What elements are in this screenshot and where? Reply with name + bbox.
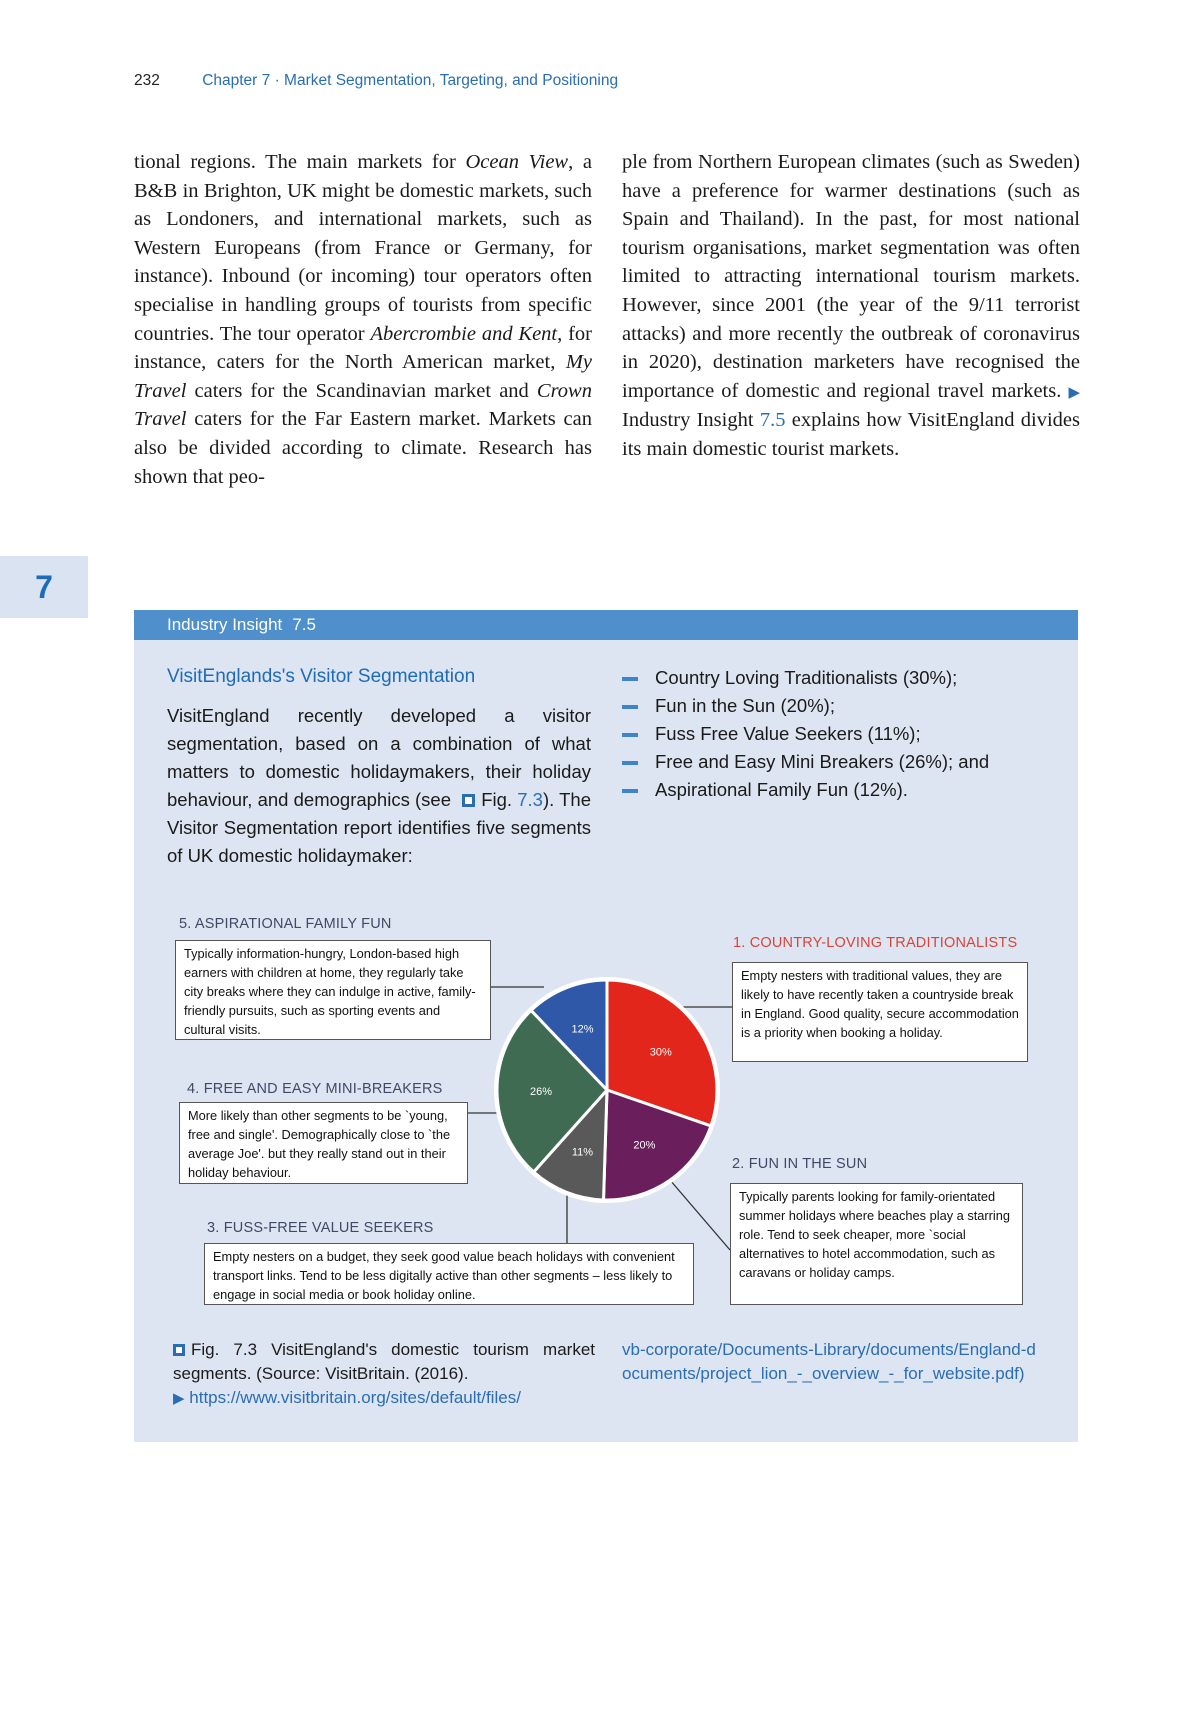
insight-number: 7.5 bbox=[292, 615, 316, 634]
text-run: VisitEngland recently developed a visitor segmentation, based on a combination of what matters to domestic holidaymakers, their holiday behaviour, and demographics (see bbox=[167, 705, 591, 810]
segment-4-title: 4. FREE AND EASY MINI-BREAKERS bbox=[187, 1081, 443, 1097]
segment-3-title: 3. FUSS-FREE VALUE SEEKERS bbox=[207, 1220, 434, 1236]
link-arrow-icon: ▶ bbox=[1068, 382, 1080, 401]
segment-5-title: 5. ASPIRATIONAL FAMILY FUN bbox=[179, 916, 392, 932]
segment-1-description: Empty nesters with traditional values, they are likely to have recently taken a countryside break in England. Good quality, secure accommodation is a priority when booking a holiday. bbox=[732, 962, 1028, 1062]
text-run: caters for the Scandinavian market and bbox=[186, 379, 537, 402]
list-item-text: Country Loving Traditionalists (30%); bbox=[655, 667, 958, 688]
text-run: , for instance, caters for the North American market, bbox=[134, 322, 592, 374]
pie-slice-label: 11% bbox=[571, 1146, 594, 1159]
segment-5-description: Typically information-hungry, London-based high earners with children at home, they regularly take city breaks where they can indulge in active, family-friendly pursuits, such as sporting events and cultural visits. bbox=[175, 940, 491, 1040]
pie-slice-label: 12% bbox=[571, 1023, 594, 1036]
right-paragraph bbox=[622, 148, 1080, 464]
link-text: Industry Insight bbox=[622, 409, 760, 432]
list-item-text: Fuss Free Value Seekers (11%); bbox=[655, 723, 921, 744]
chapter-title: Chapter 7 · Market Segmentation, Targeting, and Positioning bbox=[202, 72, 619, 89]
segment-2-description: Typically parents looking for family-orientated summer holidays where beaches play a starring role. Tend to seek cheaper, more `social alternatives to hotel accommodation, such as caravans or holiday camps. bbox=[730, 1183, 1023, 1305]
text-run: tional regions. The main markets for bbox=[134, 151, 466, 173]
text-run: ple from Northern European climates (such as Sweden) have a preference for warmer destinations (such as Spain and Thailand). In the past, for most national tourism organisations, market segmentation was often limited to attracting international tourism markets. However, since 2001 (the year of the 9/11 terrorist attacks) and more recently the outbreak of coronavirus in 2020), destination marketers have recognised the importance of domestic and regional travel markets. bbox=[622, 151, 1080, 402]
text-run: caters for the Far Eastern market. Markets can also be divided according to climate. Research has shown that peo- bbox=[134, 408, 592, 488]
list-item-text: Free and Easy Mini Breakers (26%); and bbox=[655, 751, 990, 772]
italic-run: Crown Travel bbox=[134, 379, 592, 431]
list-item-text: Aspirational Family Fun (12%). bbox=[655, 779, 908, 800]
italic-run: Ocean View bbox=[465, 151, 569, 173]
insight-label: Industry Insight bbox=[167, 615, 283, 634]
caption-text: VisitEngland's domestic tourism market segments. (Source: VisitBritain. (2016). bbox=[173, 1340, 595, 1383]
running-header bbox=[134, 72, 618, 90]
list-item-text: Fun in the Sun (20%); bbox=[655, 695, 835, 716]
page-number: 232 bbox=[134, 72, 160, 89]
italic-run: Abercrombie and Kent bbox=[370, 322, 558, 345]
left-column-text bbox=[134, 148, 592, 491]
chapter-tab: 7 bbox=[0, 556, 88, 618]
text-run: , a B&B in Brighton, UK might be domestic markets, such as Londoners, and international markets, such as Western Europeans (from France or Germany, for instance). Inbound (or incoming) tour operators often specialise in handling groups of tourists from specific countries. The tour operator bbox=[134, 151, 592, 345]
source-url-link[interactable]: https://www.visitbritain.org/sites/default/files/ bbox=[189, 1388, 521, 1407]
text-run: ). The Visitor Segmentation report identifies five segments of UK domestic holidaymaker: bbox=[167, 789, 592, 866]
text-run: explains how VisitEngland divides its main domestic tourist markets. bbox=[622, 409, 1080, 460]
segment-3-description: Empty nesters on a budget, they seek good value beach holidays with convenient transport links. Tend to be less digitally active than other segments – less likely to engage in social media or book holiday online. bbox=[204, 1243, 694, 1305]
pie-slice-label: 26% bbox=[529, 1086, 553, 1099]
right-column-text bbox=[622, 148, 1080, 464]
left-paragraph bbox=[134, 148, 592, 491]
segment-2-title: 2. FUN IN THE SUN bbox=[732, 1156, 868, 1172]
segment-4-description: More likely than other segments to be `young, free and single'. Demographically close to `the average Joe'. but they really stand out in their holiday behaviour. bbox=[179, 1102, 468, 1184]
leader-line bbox=[670, 1180, 730, 1250]
industry-insight-box bbox=[134, 610, 1078, 1442]
pie-slice-label: 20% bbox=[633, 1139, 656, 1152]
figure-caption bbox=[173, 1338, 595, 1410]
link-number: 7.3 bbox=[517, 789, 543, 810]
pie-slice-label: 30% bbox=[649, 1046, 672, 1059]
segment-1-title: 1. COUNTRY-LOVING TRADITIONALISTS bbox=[733, 935, 1018, 951]
figure-label: Fig. 7.3 bbox=[191, 1340, 258, 1359]
pie-chart bbox=[496, 979, 719, 1202]
link-number: 7.5 bbox=[759, 409, 786, 432]
industry-insight-link[interactable] bbox=[622, 409, 785, 431]
italic-run: My Travel bbox=[134, 351, 592, 402]
link-text: Fig. bbox=[481, 789, 518, 810]
insight-title: VisitEnglands's Visitor Segmentation bbox=[167, 666, 476, 687]
figure-icon bbox=[173, 1344, 185, 1356]
link-arrow-icon: ▶ bbox=[173, 1389, 185, 1407]
caption-url-continued[interactable]: vb-corporate/Documents-Library/documents/England-documents/project_lion_-_overview_-_for_website.pdf) bbox=[622, 1340, 1036, 1383]
